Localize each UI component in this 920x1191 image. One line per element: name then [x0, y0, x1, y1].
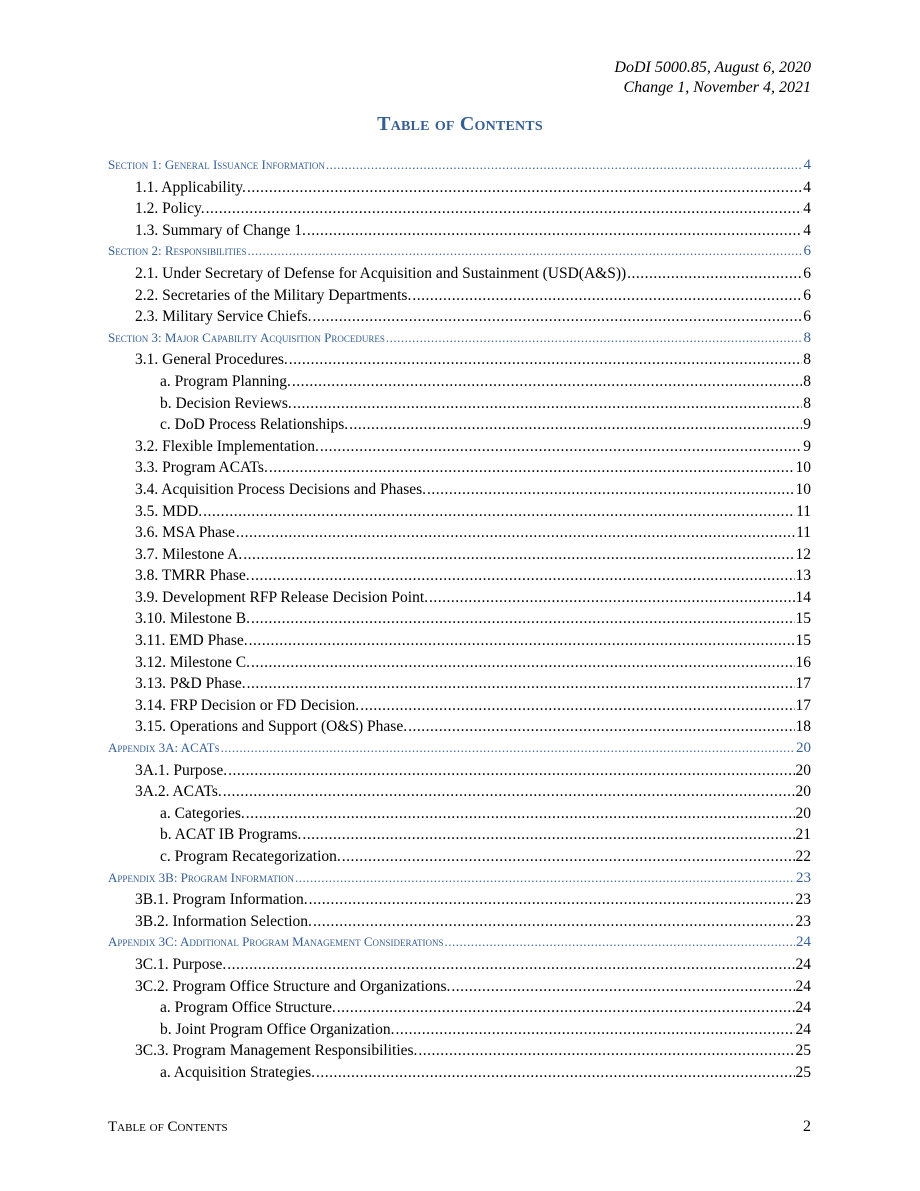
toc-entry-link[interactable]: [108, 459, 811, 481]
toc-entry-link[interactable]: [108, 675, 811, 697]
toc-entry-page: 6: [803, 243, 811, 260]
toc-dot-leader: [326, 157, 803, 173]
toc-dot-leader: [429, 589, 794, 607]
toc-entry-label: c. DoD Process Relationships.: [160, 416, 349, 434]
toc-entry-page: 15: [795, 610, 811, 628]
header-change-line: Change 1, November 4, 2021: [623, 79, 811, 96]
toc-entry-page: 23: [796, 869, 811, 886]
toc-dot-leader: [627, 265, 802, 283]
toc-entry-page: 22: [795, 848, 811, 865]
toc-entry-link[interactable]: [108, 697, 811, 719]
toc-entry-link[interactable]: [108, 978, 811, 1000]
toc-entry-page: 6: [803, 308, 811, 326]
toc-entry-label: a. Program Planning.: [160, 372, 291, 390]
toc-entry-page: 6: [803, 264, 811, 282]
toc-entry-label: Appendix 3C: Additional Program Management Considerations: [108, 934, 444, 950]
toc-entry-link[interactable]: [108, 416, 811, 438]
toc-entry-label: b. Decision Reviews.: [160, 394, 292, 412]
toc-entry-label: 3C.1. Purpose.: [135, 955, 227, 973]
toc-entry-label: 2.1. Under Secretary of Defense for Acquisition and Sustainment (USD(A&S)): [135, 264, 627, 282]
toc-dot-leader: [395, 1021, 794, 1039]
toc-dot-leader: [408, 718, 794, 736]
toc-dot-leader: [249, 632, 795, 650]
toc-dot-leader: [248, 243, 803, 259]
toc-dot-leader: [320, 438, 802, 456]
toc-dot-leader: [243, 546, 794, 564]
toc-entry-page: 23: [795, 891, 811, 909]
toc-entry-link[interactable]: [108, 503, 811, 525]
toc-entry-label: Appendix 3A: ACATs: [108, 740, 220, 756]
toc-dot-leader: [316, 1064, 795, 1082]
toc-entry-link[interactable]: [108, 805, 811, 827]
toc-section-link[interactable]: [108, 740, 811, 762]
page-title: Table of Contents: [377, 113, 543, 135]
toc-entry-label: 3.2. Flexible Implementation.: [135, 437, 319, 455]
toc-entry-label: 3B.1. Program Information.: [135, 891, 308, 909]
toc-entry-link[interactable]: [108, 481, 811, 503]
toc-dot-leader: [203, 503, 795, 521]
toc-section-link[interactable]: [108, 243, 811, 265]
toc-entry-label: 3.9. Development RFP Release Decision Point.: [135, 588, 429, 606]
footer-page-number: 2: [803, 1118, 811, 1135]
toc-entry-link[interactable]: [108, 179, 811, 201]
toc-dot-leader: [349, 416, 802, 434]
toc-entry-label: a. Categories.: [160, 804, 245, 822]
toc-entry-link[interactable]: [108, 200, 811, 222]
toc-dot-leader: [289, 351, 802, 369]
toc-dot-leader: [206, 200, 803, 218]
toc-entry-page: 8: [803, 329, 811, 346]
toc-entry-label: 3C.3. Program Management Responsibilities.: [135, 1042, 418, 1060]
toc-dot-leader: [223, 783, 795, 801]
toc-entry-link[interactable]: [108, 762, 811, 784]
toc-entry-page: 24: [795, 999, 811, 1017]
toc-entry-page: 24: [795, 977, 811, 995]
toc-entry-label: 1.3. Summary of Change 1.: [135, 221, 306, 239]
toc-dot-leader: [313, 308, 803, 326]
toc-entry-page: 11: [796, 502, 811, 520]
toc-entry-link[interactable]: [108, 567, 811, 589]
toc-entry-page: 14: [795, 588, 811, 606]
toc-entry-page: 18: [795, 718, 811, 736]
toc-entry-label: Appendix 3B: Program Information: [108, 869, 294, 885]
toc-entry-page: 24: [795, 1020, 811, 1038]
toc-dot-leader: [418, 1042, 794, 1060]
table-of-contents: [108, 157, 811, 1086]
toc-entry-page: 4: [803, 221, 811, 239]
toc-entry-page: 13: [795, 567, 811, 585]
toc-dot-leader: [360, 697, 794, 715]
toc-entry-page: 9: [803, 437, 811, 455]
toc-entry-label: a. Acquisition Strategies.: [160, 1063, 315, 1081]
toc-entry-link[interactable]: [108, 1042, 811, 1064]
toc-dot-leader: [293, 395, 803, 413]
toc-dot-leader: [236, 524, 795, 542]
toc-entry-page: 8: [803, 372, 811, 390]
toc-dot-leader: [228, 762, 794, 780]
toc-entry-link[interactable]: [108, 265, 811, 287]
toc-section-link[interactable]: [108, 157, 811, 179]
toc-dot-leader: [427, 481, 794, 499]
toc-entry-label: 3.4. Acquisition Process Decisions and Phases.: [135, 480, 427, 498]
toc-entry-link[interactable]: [108, 783, 811, 805]
toc-entry-link[interactable]: [108, 438, 811, 460]
toc-entry-label: 3.3. Program ACATs.: [135, 459, 268, 477]
toc-entry-page: 9: [803, 416, 811, 434]
toc-entry-page: 4: [803, 178, 811, 196]
toc-dot-leader: [313, 913, 795, 931]
toc-dot-leader: [247, 675, 795, 693]
toc-dot-leader: [307, 222, 802, 240]
toc-entry-page: 11: [796, 524, 811, 542]
toc-entry-label: a. Program Office Structure.: [160, 999, 336, 1017]
toc-entry-page: 17: [795, 675, 811, 693]
toc-entry-page: 17: [795, 696, 811, 714]
toc-entry-label: 3.8. TMRR Phase.: [135, 567, 250, 585]
toc-entry-link[interactable]: [108, 308, 811, 330]
toc-entry-link[interactable]: [108, 1021, 811, 1043]
toc-entry-page: 20: [796, 740, 811, 757]
toc-entry-link[interactable]: [108, 891, 811, 913]
toc-entry-label: Section 3: Major Capability Acquisition Procedures: [108, 329, 385, 345]
toc-dot-leader: [295, 870, 795, 886]
toc-entry-label: 3.15. Operations and Support (O&S) Phase.: [135, 718, 408, 736]
toc-entry-page: 20: [795, 761, 811, 779]
toc-entry-link[interactable]: [108, 718, 811, 740]
toc-section-link[interactable]: [108, 870, 811, 892]
toc-entry-label: 3C.2. Program Office Structure and Organizations.: [135, 977, 451, 995]
toc-section-link[interactable]: [108, 330, 811, 352]
toc-entry-page: 10: [795, 459, 811, 477]
toc-dot-leader: [247, 179, 802, 197]
toc-entry-label: 3A.1. Purpose.: [135, 761, 228, 779]
toc-entry-label: 3.7. Milestone A.: [135, 545, 243, 563]
toc-entry-link[interactable]: [108, 589, 811, 611]
toc-dot-leader: [251, 610, 795, 628]
toc-entry-link[interactable]: [108, 654, 811, 676]
header-issuance-line: DoDI 5000.85, August 6, 2020: [614, 59, 811, 76]
toc-dot-leader: [246, 805, 795, 823]
toc-dot-leader: [221, 740, 795, 756]
toc-entry-link[interactable]: [108, 848, 811, 870]
toc-entry-label: 3.10. Milestone B.: [135, 610, 250, 628]
toc-entry-label: 2.2. Secretaries of the Military Departments.: [135, 286, 412, 304]
toc-entry-page: 16: [795, 653, 811, 671]
toc-entry-page: 4: [803, 200, 811, 218]
toc-entry-page: 8: [803, 351, 811, 369]
toc-dot-leader: [251, 567, 795, 585]
toc-entry-link[interactable]: [108, 1064, 811, 1086]
toc-entry-page: 4: [803, 157, 811, 173]
toc-dot-leader: [342, 848, 795, 866]
toc-dot-leader: [412, 287, 802, 305]
toc-entry-page: 24: [795, 955, 811, 973]
toc-entry-page: 6: [803, 286, 811, 304]
toc-dot-leader: [251, 654, 795, 672]
toc-entry-label: 2.3. Military Service Chiefs.: [135, 308, 312, 326]
toc-entry-label: 3.12. Milestone C.: [135, 653, 250, 671]
toc-entry-label: 3.14. FRP Decision or FD Decision.: [135, 696, 360, 714]
toc-entry-link[interactable]: [108, 826, 811, 848]
toc-entry-label: 1.2. Policy.: [135, 200, 205, 218]
toc-dot-leader: [386, 330, 803, 346]
toc-entry-page: 12: [795, 545, 811, 563]
toc-entry-label: Section 2: Responsibilities: [108, 243, 247, 259]
toc-dot-leader: [337, 999, 795, 1017]
toc-entry-label: b. Joint Program Office Organization.: [160, 1020, 395, 1038]
toc-entry-page: 24: [796, 934, 811, 951]
toc-dot-leader: [269, 459, 795, 477]
toc-entry-label: 3A.2. ACATs.: [135, 783, 222, 801]
toc-section-link[interactable]: [108, 934, 811, 956]
document-header: [614, 58, 811, 98]
page-footer: [108, 1118, 811, 1136]
toc-entry-label: 3.5. MDD.: [135, 502, 203, 520]
toc-entry-label: 3.11. EMD Phase.: [135, 632, 248, 650]
toc-entry-page: 25: [795, 1063, 811, 1081]
toc-entry-link[interactable]: [108, 395, 811, 417]
toc-entry-link[interactable]: [108, 351, 811, 373]
toc-entry-link[interactable]: [108, 546, 811, 568]
toc-entry-link[interactable]: [108, 524, 811, 546]
toc-entry-page: 10: [795, 480, 811, 498]
toc-entry-label: 3.6. MSA Phase: [135, 524, 235, 542]
footer-section-label: Table of Contents: [108, 1119, 228, 1135]
toc-entry-page: 20: [795, 804, 811, 822]
toc-entry-link[interactable]: [108, 632, 811, 654]
toc-dot-leader: [227, 956, 794, 974]
toc-entry-link[interactable]: [108, 999, 811, 1021]
toc-entry-label: 3.13. P&D Phase.: [135, 675, 246, 693]
toc-entry-label: c. Program Recategorization.: [160, 848, 341, 865]
toc-entry-page: 25: [795, 1042, 811, 1060]
toc-dot-leader: [451, 978, 794, 996]
toc-dot-leader: [302, 826, 794, 844]
toc-dot-leader: [292, 373, 802, 391]
toc-entry-page: 20: [795, 783, 811, 801]
toc-entry-link[interactable]: [108, 373, 811, 395]
toc-entry-page: 8: [803, 394, 811, 412]
toc-entry-link[interactable]: [108, 913, 811, 935]
toc-entry-label: b. ACAT IB Programs.: [160, 826, 302, 844]
toc-dot-leader: [445, 934, 795, 950]
toc-entry-label: 1.1. Applicability.: [135, 178, 246, 196]
toc-entry-label: 3.1. General Procedures.: [135, 351, 288, 369]
toc-entry-link[interactable]: [108, 222, 811, 244]
toc-entry-link[interactable]: [108, 956, 811, 978]
toc-entry-page: 23: [795, 912, 811, 930]
toc-entry-label: Section 1: General Issuance Information: [108, 157, 325, 172]
toc-dot-leader: [309, 891, 795, 909]
toc-entry-link[interactable]: [108, 610, 811, 632]
toc-entry-link[interactable]: [108, 287, 811, 309]
toc-entry-page: 21: [795, 826, 811, 844]
toc-entry-label: 3B.2. Information Selection.: [135, 912, 312, 930]
toc-entry-page: 15: [795, 632, 811, 650]
